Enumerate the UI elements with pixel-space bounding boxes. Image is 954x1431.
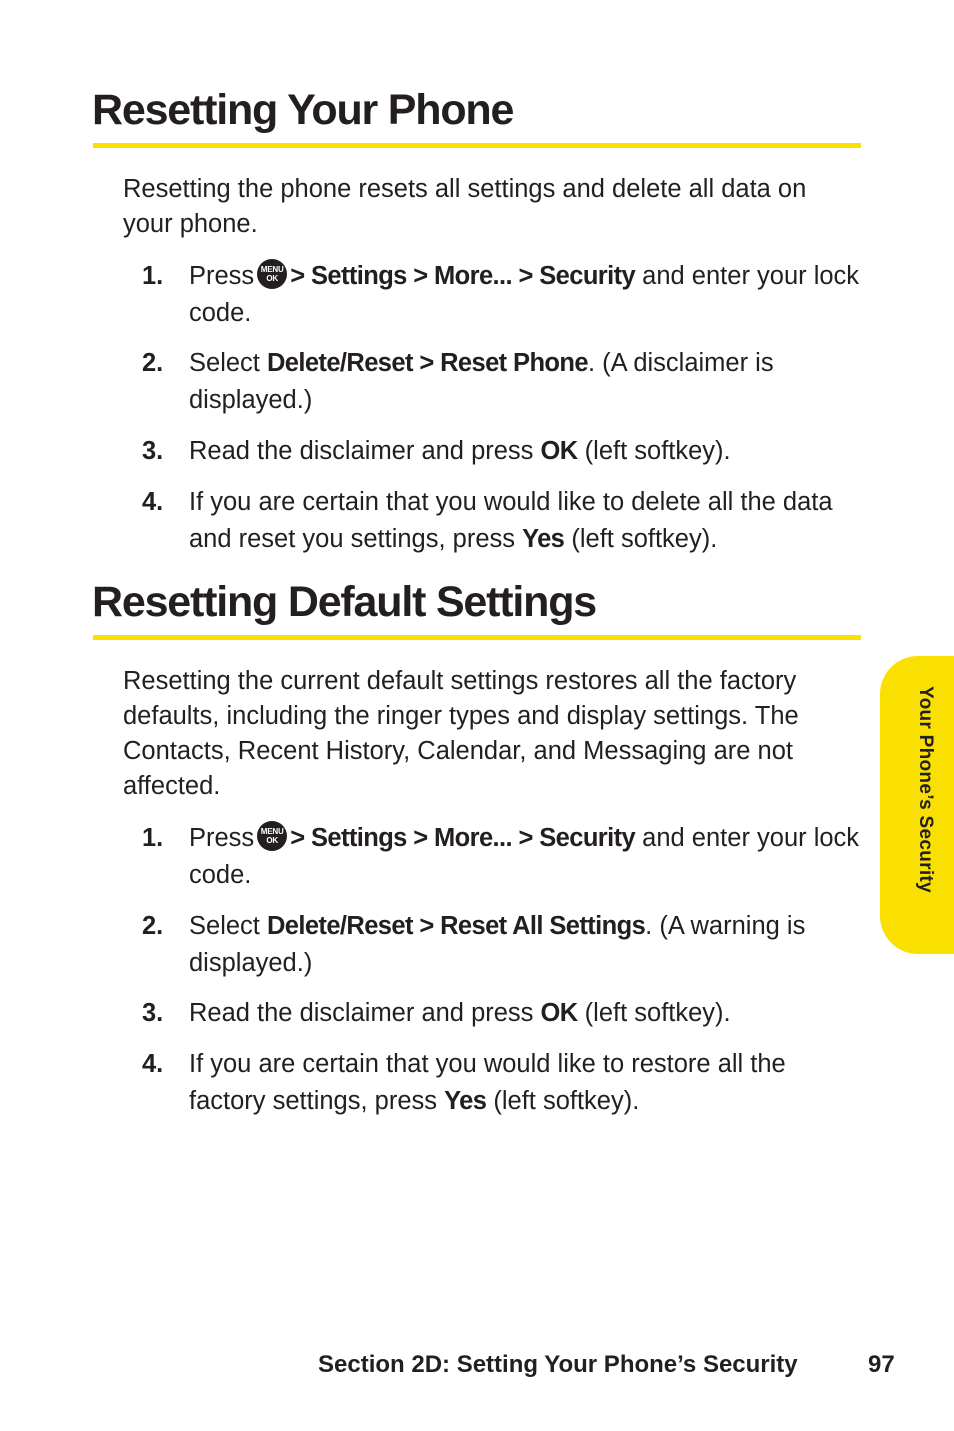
menu-path: Delete/Reset > Reset Phone xyxy=(266,349,588,377)
step-text-end: (left softkey). xyxy=(577,999,731,1027)
step-text-end: (left softkey). xyxy=(577,437,731,465)
step-text: If you are certain that you would like to restore all the factory settings, press xyxy=(189,1050,786,1115)
step-text-end: . (A disclaimer is displayed.) xyxy=(189,349,774,414)
step-text-end: and enter your lock code. xyxy=(189,262,860,327)
chapter-side-tab-label: Your Phone’s Security xyxy=(915,686,936,893)
step-1 xyxy=(142,820,862,893)
section-title-resetting-default: Resetting Default Settings xyxy=(92,578,596,626)
step-number: 4. xyxy=(142,1050,164,1078)
step-text: If you are certain that you would like to delete all the data and reset you settings, press xyxy=(189,488,833,553)
step-text: Select xyxy=(189,912,267,940)
step-text-end: . (A warning is displayed.) xyxy=(189,912,806,977)
step-3 xyxy=(142,433,862,470)
step-3 xyxy=(142,995,862,1032)
step-number: 1. xyxy=(142,262,164,290)
title-rule xyxy=(93,143,861,148)
page-number: 97 xyxy=(868,1351,895,1378)
step-text: Read the disclaimer and press xyxy=(189,437,541,465)
step-text: Press xyxy=(189,824,255,852)
step-4 xyxy=(142,484,862,557)
step-2 xyxy=(142,345,862,418)
step-number: 3. xyxy=(142,999,164,1027)
section-title-resetting-phone: Resetting Your Phone xyxy=(92,86,514,134)
section-intro: Resetting the phone resets all settings and delete all data on your phone. xyxy=(123,175,807,238)
key-name: Yes xyxy=(522,524,565,553)
menu-ok-key-icon: MENU OK xyxy=(257,259,287,289)
footer-section-title: Section 2D: Setting Your Phone’s Security xyxy=(318,1351,798,1378)
section-intro: Resetting the current default settings restores all the factory defaults, including the ringer types and display settings. The Contacts, Recent History, Calendar, and Messaging are not affected. xyxy=(123,667,799,800)
step-number: 2. xyxy=(142,349,164,377)
step-number: 4. xyxy=(142,488,164,516)
step-2 xyxy=(142,908,862,981)
menu-ok-key-icon: MENU OK xyxy=(257,821,287,851)
step-text-end: (left softkey). xyxy=(486,1086,640,1115)
step-number: 3. xyxy=(142,437,164,465)
menu-path: Delete/Reset > Reset All Settings xyxy=(266,912,646,940)
step-text: Read the disclaimer and press xyxy=(189,999,541,1027)
step-1 xyxy=(142,258,862,331)
step-4 xyxy=(142,1046,862,1119)
key-name: OK xyxy=(540,999,578,1027)
step-number: 1. xyxy=(142,824,164,852)
key-name: OK xyxy=(540,437,578,465)
menu-path: > Settings > More... > Security xyxy=(290,824,636,852)
step-text-end: (left softkey). xyxy=(564,524,718,553)
menu-path: > Settings > More... > Security xyxy=(290,262,636,290)
step-text: Press xyxy=(189,262,255,290)
title-rule xyxy=(93,635,861,640)
step-text: Select xyxy=(189,349,267,377)
step-text-end: and enter your lock code. xyxy=(189,824,860,889)
step-number: 2. xyxy=(142,912,164,940)
key-name: Yes xyxy=(444,1086,487,1115)
